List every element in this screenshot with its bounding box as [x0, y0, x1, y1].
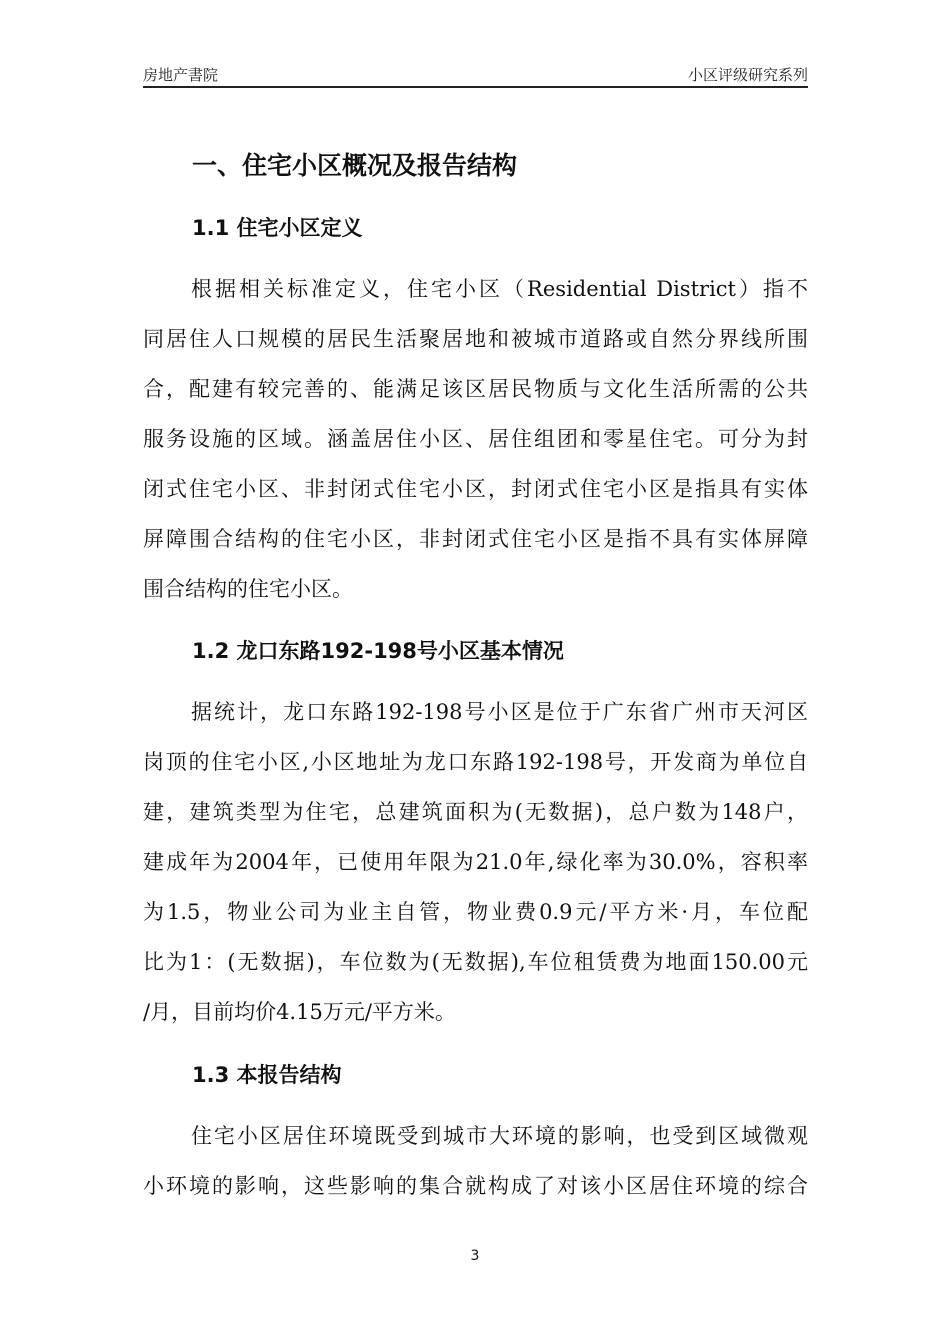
section-heading-1-1: 1.1 住宅小区定义	[192, 216, 363, 240]
section-heading-1-3: 1.3 本报告结构	[192, 1063, 342, 1087]
text-line: 屏障围合结构的住宅小区，非封闭式住宅小区是指不具有实体屏障	[143, 527, 808, 551]
text-line: 小环境的影响，这些影响的集合就构成了对该小区居住环境的综合	[143, 1174, 808, 1198]
text-line: 据统计，龙口东路192-198号小区是位于广东省广州市天河区	[191, 700, 808, 724]
text-line: /月，目前均价4.15万元/平方米。	[143, 1000, 456, 1024]
text-line: 建，建筑类型为住宅，总建筑面积为(无数据)，总户数为148户，	[143, 800, 808, 824]
header-rule	[143, 86, 808, 88]
text-line: 同居住人口规模的居民生活聚居地和被城市道路或自然分界线所围	[143, 327, 808, 351]
text-line: 岗顶的住宅小区,小区地址为龙口东路192-198号，开发商为单位自	[143, 750, 808, 774]
section-heading-1-2: 1.2 龙口东路192-198号小区基本情况	[192, 639, 564, 663]
header-right-text: 小区评级研究系列	[687, 66, 808, 84]
section-1-3-paragraph	[143, 1111, 808, 1211]
text-line: 建成年为2004年，已使用年限为21.0年,绿化率为30.0%，容积率	[143, 850, 808, 874]
section-1-2-paragraph	[143, 687, 808, 1037]
text-line: 住宅小区居住环境既受到城市大环境的影响，也受到区域微观	[191, 1124, 808, 1148]
page-number: 3	[470, 1248, 480, 1264]
header-left-text: 房地产書院	[143, 66, 219, 84]
section-1-1-paragraph	[143, 264, 808, 614]
text-line: 合，配建有较完善的、能满足该区居民物质与文化生活所需的公共	[143, 377, 808, 401]
text-line: 为1.5，物业公司为业主自管，物业费0.9元/平方米·月，车位配	[143, 900, 808, 924]
text-line: 闭式住宅小区、非封闭式住宅小区，封闭式住宅小区是指具有实体	[143, 477, 808, 501]
text-line: 根据相关标准定义，住宅小区（Residential District）指不	[191, 277, 808, 301]
text-line: 围合结构的住宅小区。	[143, 577, 353, 601]
chapter-title: 一、住宅小区概况及报告结构	[192, 151, 518, 180]
text-line: 比为1：(无数据)，车位数为(无数据),车位租赁费为地面150.00元	[143, 950, 808, 974]
text-line: 服务设施的区域。涵盖居住小区、居住组团和零星住宅。可分为封	[143, 427, 808, 451]
